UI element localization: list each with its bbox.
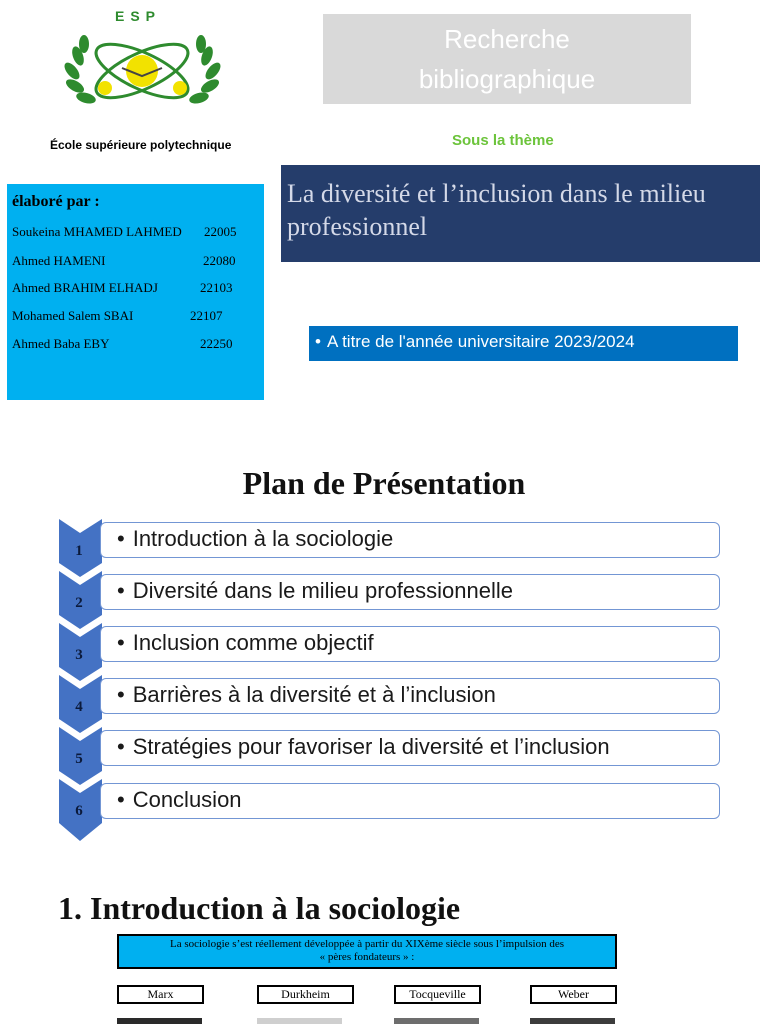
presentation-title-box	[323, 14, 691, 104]
plan-number: 3	[75, 647, 83, 663]
founder-photo-tocqueville	[394, 1018, 479, 1024]
plan-item[interactable]	[100, 783, 720, 819]
logo-text: ESP	[115, 8, 162, 24]
academic-year-text: A titre de l'année universitaire 2023/2024	[326, 332, 635, 351]
plan-item-label: • Stratégies pour favoriser la diversité et l’inclusion	[117, 734, 610, 760]
author-name: Ahmed BRAHIM ELHADJ	[12, 280, 158, 295]
author-id: 22107	[190, 308, 223, 323]
theme-label: Sous la thème	[452, 132, 554, 149]
intro-text-box	[117, 934, 617, 969]
plan-item-label: • Inclusion comme objectif	[117, 630, 374, 656]
plan-item[interactable]	[100, 574, 720, 610]
author-name: Mohamed Salem SBAI	[12, 308, 134, 323]
founder-label-weber: Weber	[530, 985, 617, 1004]
authors-heading: élaboré par :	[12, 193, 100, 210]
plan-item[interactable]	[100, 678, 720, 714]
author-name: Ahmed HAMENI	[12, 253, 106, 268]
author-id: 22080	[203, 253, 236, 268]
intro-line-1: La sociologie s’est réellement développée à partir du XIXème siècle sous l’impulsion des	[169, 938, 565, 950]
plan-item-label: • Conclusion	[117, 787, 242, 813]
section-title: 1. Introduction à la sociologie	[58, 890, 461, 926]
author-id: 22250	[200, 336, 233, 351]
plan-number: 5	[75, 751, 83, 767]
founder-photo-weber	[530, 1018, 615, 1024]
founder-label-tocqueville: Tocqueville	[394, 985, 481, 1004]
plan-number: 1	[75, 543, 83, 559]
title-line-2: bibliographique	[418, 64, 596, 94]
intro-line-2: « pères fondateurs » :	[319, 951, 415, 963]
plan-number: 6	[75, 803, 83, 819]
author-id: 22103	[200, 280, 233, 295]
plan-item[interactable]	[100, 522, 720, 558]
founder-photo-marx	[117, 1018, 202, 1024]
theme-text: La diversité et l’inclusion dans le milieu professionnel	[287, 179, 706, 241]
plan-item[interactable]	[100, 730, 720, 766]
founder-photo-durkheim	[257, 1018, 342, 1024]
plan-title: Plan de Présentation	[242, 465, 526, 501]
school-name: École supérieure polytechnique	[50, 138, 232, 152]
title-line-1: Recherche	[444, 24, 570, 54]
plan-item[interactable]	[100, 626, 720, 662]
plan-number: 4	[75, 699, 83, 715]
founder-label-marx: Marx	[117, 985, 204, 1004]
plan-item-label: • Diversité dans le milieu professionnelle	[117, 578, 513, 604]
plan-item-label: • Barrières à la diversité et à l’inclusion	[117, 682, 496, 708]
founder-label-durkheim: Durkheim	[257, 985, 354, 1004]
author-id: 22005	[204, 224, 237, 239]
author-name: Soukeina MHAMED LAHMED	[12, 224, 182, 239]
esp-logo	[60, 6, 225, 116]
author-name: Ahmed Baba EBY	[12, 336, 110, 351]
academic-year-box: • A titre de l'année universitaire 2023/2024	[309, 326, 738, 361]
plan-number: 2	[75, 595, 83, 611]
plan-item-label: • Introduction à la sociologie	[117, 526, 393, 552]
